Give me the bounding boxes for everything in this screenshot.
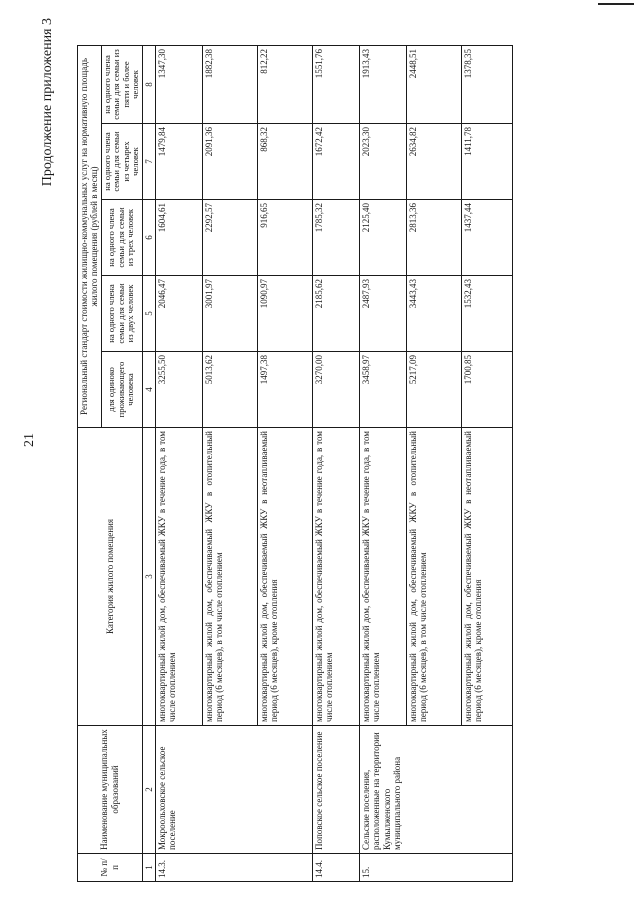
row-value: 1347,30 — [155, 45, 202, 123]
header-sub-1: для одиноко проживающего человека — [101, 352, 142, 428]
row-value: 1411,78 — [461, 124, 512, 200]
col-number: 5 — [142, 276, 155, 352]
row-value: 1437,44 — [461, 200, 512, 276]
row-value: 2448,51 — [406, 45, 461, 123]
header-sub-4: на одного члена семьи для семьи из четырех человек — [101, 124, 142, 200]
table-row — [359, 45, 406, 881]
row-value: 1551,76 — [312, 45, 359, 123]
row-value: 2487,93 — [359, 276, 406, 352]
col-number: 2 — [142, 726, 155, 854]
header-sub-5: на одного члена семьи для семьи из пяти и более человек — [101, 45, 142, 123]
row-value: 2813,36 — [406, 200, 461, 276]
row-value: 2046,47 — [155, 276, 202, 352]
row-value: 3443,43 — [406, 276, 461, 352]
table-row — [312, 45, 359, 881]
row-value: 1378,35 — [461, 45, 512, 123]
row-value: 3458,97 — [359, 352, 406, 428]
row-value: 1913,43 — [359, 45, 406, 123]
row-category: многоквартирный жилой дом, обеспечиваемый ЖКУ в отопительный период (6 месяцев), в том числе отоплением — [202, 428, 257, 726]
row-value: 1882,38 — [202, 45, 257, 123]
row-value: 3270,00 — [312, 352, 359, 428]
row-municipality: Поповское сельское поселение — [312, 726, 359, 854]
col-number: 4 — [142, 352, 155, 428]
row-value: 916,65 — [257, 200, 312, 276]
row-value: 5013,62 — [202, 352, 257, 428]
row-value: 2023,30 — [359, 124, 406, 200]
table-row — [155, 45, 202, 881]
header-sub-2: на одного члена семьи для семьи из двух человек — [101, 276, 142, 352]
col-number: 8 — [142, 45, 155, 123]
row-value: 812,22 — [257, 45, 312, 123]
row-num: 14.4. — [312, 854, 359, 882]
row-value: 1479,84 — [155, 124, 202, 200]
row-municipality: Сельские поселения, расположенные на территории Кумылженского муниципального района — [359, 726, 512, 854]
row-value: 5217,09 — [406, 352, 461, 428]
row-value: 2292,57 — [202, 200, 257, 276]
row-value: 2634,82 — [406, 124, 461, 200]
regional-standard-table — [77, 45, 513, 882]
col-number: 1 — [142, 854, 155, 882]
col-number: 7 — [142, 124, 155, 200]
row-value: 2185,62 — [312, 276, 359, 352]
row-value: 2091,36 — [202, 124, 257, 200]
row-category: многоквартирный жилой дом, обеспечиваемый ЖКУ в отопительный период (6 месяцев), в том числе отоплением — [406, 428, 461, 726]
row-value: 1785,32 — [312, 200, 359, 276]
row-value: 1497,38 — [257, 352, 312, 428]
col-number: 3 — [142, 428, 155, 726]
row-value: 1700,85 — [461, 352, 512, 428]
page-number: 21 — [22, 433, 37, 447]
row-municipality: Мокроольховское сельское поселение — [155, 726, 312, 854]
header-category: Категория жилого помещения — [78, 428, 143, 726]
row-value: 1090,97 — [257, 276, 312, 352]
rotated-document — [35, 12, 615, 882]
row-value: 1532,43 — [461, 276, 512, 352]
scan-mark — [598, 3, 634, 5]
row-category: многоквартирный жилой дом, обеспечиваемый ЖКУ в течение года, в том числе отоплением — [155, 428, 202, 726]
row-category: многоквартирный жилой дом, обеспечиваемый ЖКУ в неотапливаемый период (6 месяцев), кроме отопления — [461, 428, 512, 726]
row-category: многоквартирный жилой дом, обеспечиваемый ЖКУ в течение года, в том числе отоплением — [312, 428, 359, 726]
row-category: многоквартирный жилой дом, обеспечиваемый ЖКУ в течение года, в том числе отоплением — [359, 428, 406, 726]
header-regional-standard: Региональный стандарт стоимости жилищно-коммунальных услуг на нормативную площадь жилого помещения (рублей в месяц) — [78, 45, 102, 427]
header-num: № п/п — [78, 854, 143, 882]
row-num: 14.3. — [155, 854, 312, 882]
row-value: 1672,42 — [312, 124, 359, 200]
appendix-label: Продолжение приложения 3 — [40, 18, 55, 187]
row-value: 3255,50 — [155, 352, 202, 428]
row-category: многоквартирный жилой дом, обеспечиваемый ЖКУ в неотапливаемый период (6 месяцев), кроме отопления — [257, 428, 312, 726]
row-value: 868,32 — [257, 124, 312, 200]
col-number: 6 — [142, 200, 155, 276]
row-value: 2125,40 — [359, 200, 406, 276]
row-num: 15. — [359, 854, 512, 882]
row-value: 3001,97 — [202, 276, 257, 352]
header-municipality: Наименование муниципальных образований — [78, 726, 143, 854]
row-value: 1604,61 — [155, 200, 202, 276]
header-sub-3: на одного члена семьи для семьи из трех человек — [101, 200, 142, 276]
